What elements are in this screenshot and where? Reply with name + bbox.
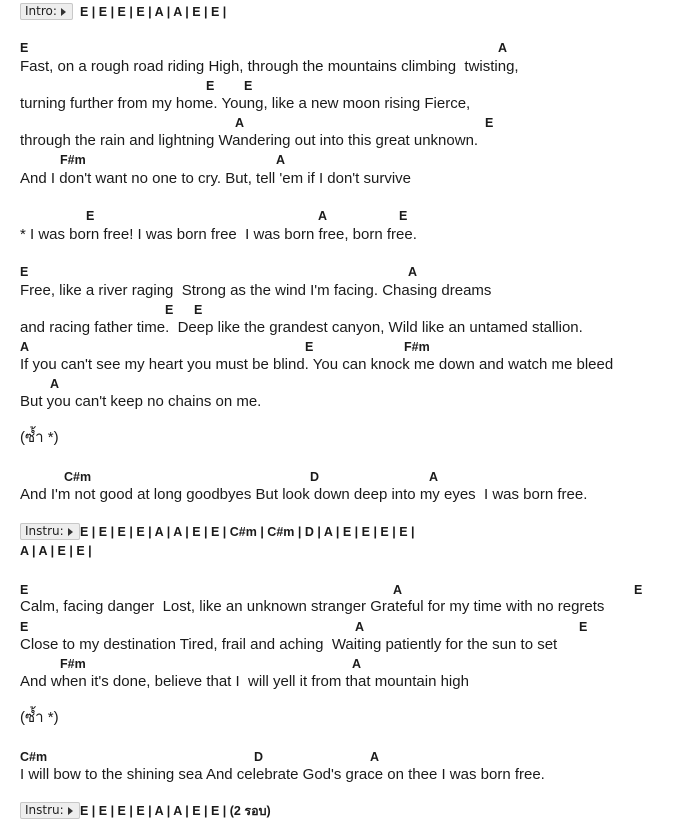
chord: E (20, 265, 29, 279)
chord: A (355, 620, 365, 634)
lyric-line: Fast, on a rough road riding High, through the mountains climbing twisting, (20, 58, 519, 75)
lyric-line: But you can't keep no chains on me. (20, 393, 262, 410)
lyric-line: turning further from my home. Young, like a new moon rising Fierce, (20, 95, 471, 112)
lyric-line: and racing father time. Deep like the grandest canyon, Wild like an untamed stallion. (20, 319, 583, 336)
chord: C#m (64, 470, 92, 484)
chord: A (393, 583, 403, 597)
lyric-line: * I was born free! I was born free I was born free, born free. (20, 226, 417, 243)
chord: F#m (404, 340, 430, 354)
chord: E (20, 620, 29, 634)
instru-label: Instru: (20, 523, 80, 540)
chord: E (20, 583, 29, 597)
chord: F#m (60, 153, 86, 167)
play-arrow-icon (68, 807, 73, 815)
chord: A (276, 153, 286, 167)
instru-label: Instru: (20, 802, 80, 819)
lyric-line: Close to my destination Tired, frail and aching Waiting patiently for the sun to set (20, 636, 558, 653)
lyric-line: I will bow to the shining sea And celebrate God's grace on thee I was born free. (20, 766, 545, 783)
chord: A (408, 265, 418, 279)
chord: A (498, 41, 508, 55)
lyric-line: If you can't see my heart you must be blind. You can knock me down and watch me bleed (20, 356, 614, 373)
chord: D (310, 470, 320, 484)
chord: D (254, 750, 264, 764)
play-arrow-icon (68, 528, 73, 536)
chord: A (235, 116, 245, 130)
instru-chord-bars: E | E | E | E | A | A | E | E | (2 รอบ) (80, 804, 271, 818)
lyric-line: Free, like a river raging Strong as the wind I'm facing. Chasing dreams (20, 282, 492, 299)
chord: C#m (20, 750, 48, 764)
chord: E (206, 79, 215, 93)
chord: E (20, 41, 29, 55)
chord: A (370, 750, 380, 764)
chord: E (485, 116, 494, 130)
chord: E (194, 303, 203, 317)
chord: E (86, 209, 95, 223)
instru-chord-bars: E | E | E | E | A | A | E | E | C#m | C#m | D | A | E | E | E | E | (80, 525, 415, 539)
chord: E (305, 340, 314, 354)
chord: A (352, 657, 362, 671)
chord: E (165, 303, 174, 317)
chord: F#m (60, 657, 86, 671)
lyric-line: And I don't want no one to cry. But, tell 'em if I don't survive (20, 170, 412, 187)
chord: E (399, 209, 408, 223)
chord: A (20, 340, 30, 354)
repeat-marker: (ซ้ำ *) (20, 429, 59, 446)
chord: E (244, 79, 253, 93)
lyric-line: And when it's done, believe that I will yell it from that mountain high (20, 673, 469, 690)
chord: A (429, 470, 439, 484)
intro-label: Intro: (20, 3, 73, 20)
lyric-line: Calm, facing danger Lost, like an unknown stranger Grateful for my time with no regrets (20, 598, 605, 615)
chord: A (50, 377, 60, 391)
chord: E (579, 620, 588, 634)
lyric-line: through the rain and lightning Wandering out into this great unknown. (20, 132, 479, 149)
instru-chord-bars: A | A | E | E | (20, 544, 92, 558)
repeat-marker: (ซ้ำ *) (20, 709, 59, 726)
chord: E (634, 583, 643, 597)
chord: A (318, 209, 328, 223)
lyric-line: And I'm not good at long goodbyes But look down deep into my eyes I was born free. (20, 486, 588, 503)
play-arrow-icon (61, 8, 66, 16)
intro-chord-bars: E | E | E | E | A | A | E | E | (80, 5, 227, 19)
